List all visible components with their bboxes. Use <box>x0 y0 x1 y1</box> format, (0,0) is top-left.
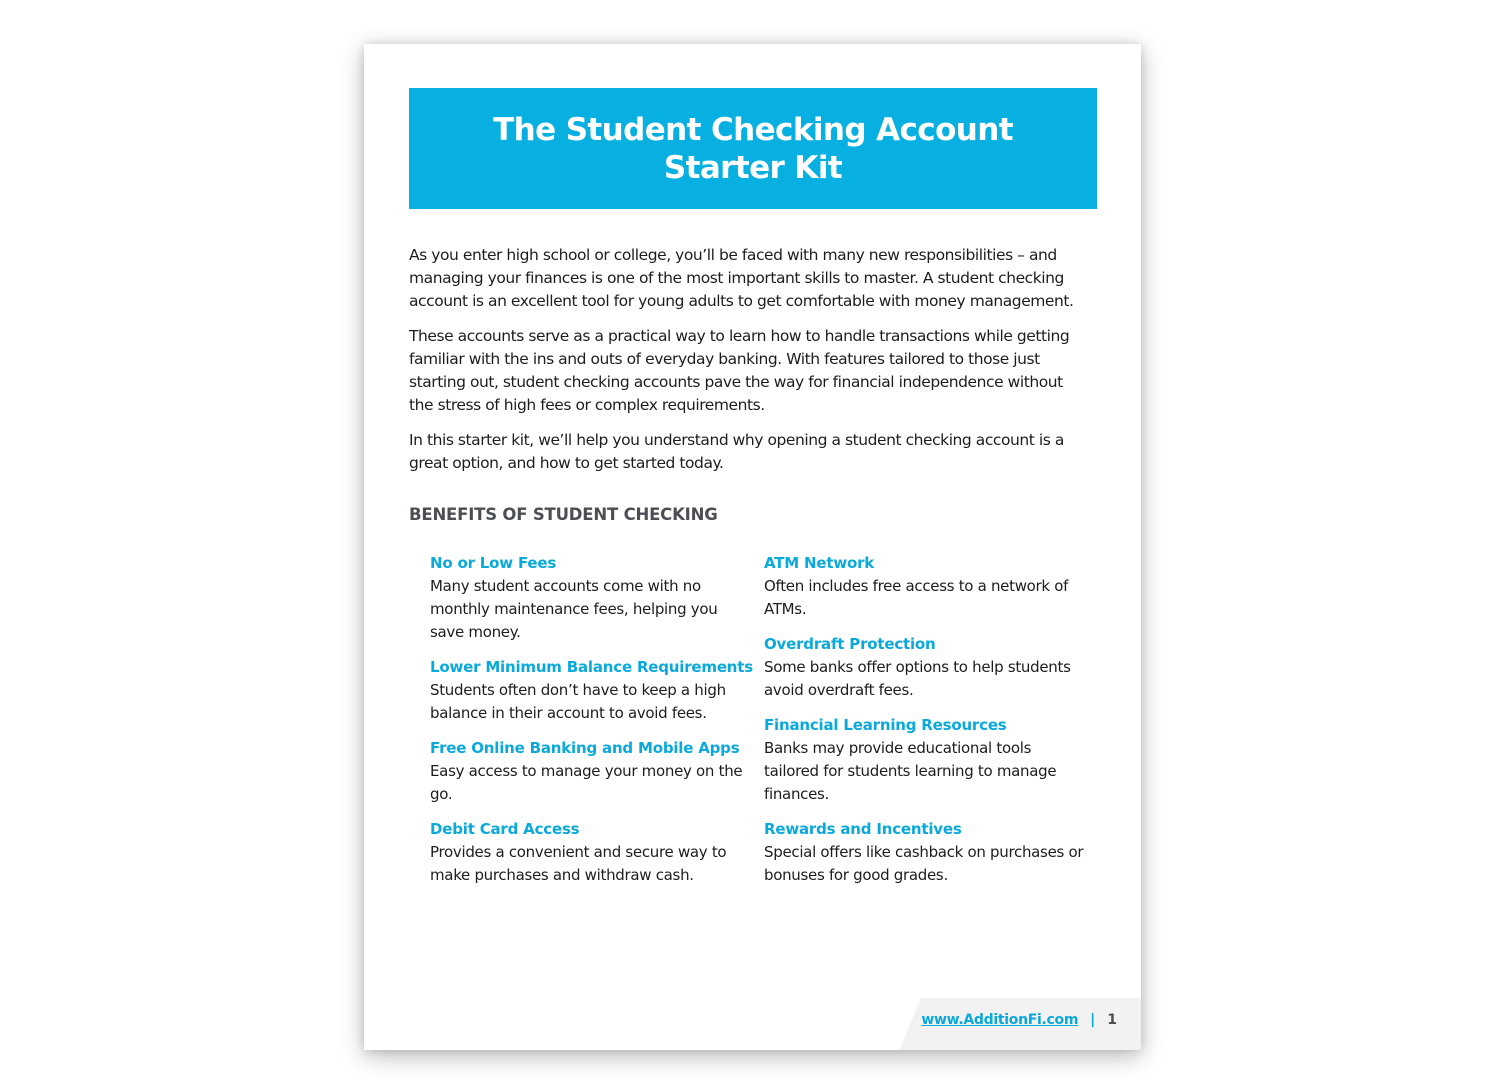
intro-paragraph: These accounts serve as a practical way to learn how to handle transactions while getting familiar with the ins and outs of everyday banking. With features tailored to those just starting out, student checking accounts pave the way for financial independence without the stress of high fees or complex requirements. <box>409 327 1070 414</box>
benefit-description: Often includes free access to a network of ATMs. <box>764 577 1069 618</box>
benefit-heading: Overdraft Protection <box>764 635 936 653</box>
benefit-item <box>764 552 1084 621</box>
document-page <box>364 44 1141 1050</box>
benefit-description: Easy access to manage your money on the go. <box>430 762 743 803</box>
benefit-item <box>430 656 753 725</box>
section-heading-benefits: BENEFITS OF STUDENT CHECKING <box>409 505 718 524</box>
benefit-item <box>430 818 750 887</box>
benefit-description: Many student accounts come with no monthly maintenance fees, helping you save money. <box>430 577 718 641</box>
benefit-item <box>764 633 1084 702</box>
benefit-heading: Financial Learning Resources <box>764 716 1007 734</box>
benefit-description: Students often don’t have to keep a high balance in their account to avoid fees. <box>430 681 726 722</box>
benefit-description: Provides a convenient and secure way to make purchases and withdraw cash. <box>430 843 727 884</box>
benefit-description: Special offers like cashback on purchases or bonuses for good grades. <box>764 843 1084 884</box>
benefit-item <box>430 737 750 806</box>
benefit-description: Some banks offer options to help students avoid overdraft fees. <box>764 658 1071 699</box>
benefit-heading: Debit Card Access <box>430 820 580 838</box>
page-title-line-2: Starter Kit <box>663 149 843 186</box>
website-link[interactable]: www.AdditionFi.com <box>921 1012 1079 1028</box>
benefit-heading: Rewards and Incentives <box>764 820 962 838</box>
benefit-heading: No or Low Fees <box>430 554 557 572</box>
title-banner <box>409 88 1097 209</box>
benefit-heading: ATM Network <box>764 554 875 572</box>
benefit-item <box>764 714 1084 806</box>
benefit-heading: Free Online Banking and Mobile Apps <box>430 739 740 757</box>
page-footer <box>921 1012 1117 1028</box>
benefit-description: Banks may provide educational tools tailored for students learning to manage finances. <box>764 739 1057 803</box>
benefit-item <box>764 818 1084 887</box>
footer-separator: | <box>1090 1012 1096 1028</box>
intro-text <box>409 244 1089 487</box>
benefit-item <box>430 552 750 644</box>
page-number: 1 <box>1107 1012 1117 1028</box>
benefit-heading: Lower Minimum Balance Requirements <box>430 658 753 676</box>
benefits-column-left <box>430 552 753 899</box>
benefits-column-right <box>764 552 1084 899</box>
intro-paragraph: As you enter high school or college, you’ll be faced with many new responsibilities – and managing your finances is one of the most important skills to master. A student checking account is an excellent tool for young adults to get comfortable with money management. <box>409 246 1074 310</box>
page-title-line-1: The Student Checking Account <box>493 111 1013 148</box>
intro-paragraph: In this starter kit, we’ll help you understand why opening a student checking account is a great option, and how to get started today. <box>409 431 1064 472</box>
